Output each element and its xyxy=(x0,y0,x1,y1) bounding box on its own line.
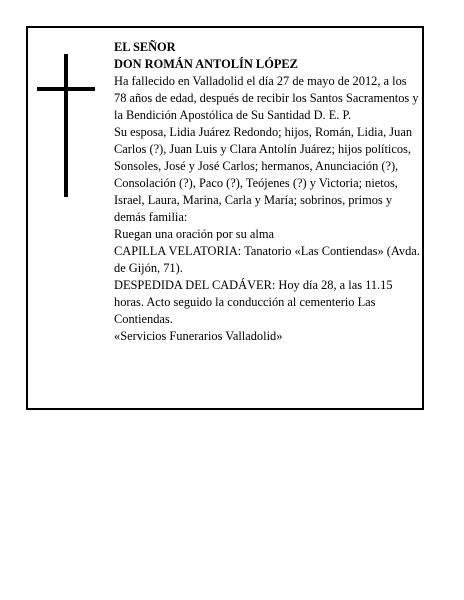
cross-horizontal-bar xyxy=(37,87,95,91)
latin-cross-icon xyxy=(37,54,95,197)
funeral-home-name: «Servicios Funerarios Valladolid» xyxy=(114,329,283,343)
wake-chapel-info: CAPILLA VELATORIA: Tanatorio «Las Contiendas» (Avda. de Gijón, 71). xyxy=(114,244,420,275)
funeral-farewell-info: DESPEDIDA DEL CADÁVER: Hoy día 28, a las 11.15 horas. Acto seguido la conducción al cementerio Las Contiendas. xyxy=(114,278,393,326)
heading-title: EL SEÑOR xyxy=(114,40,176,54)
cross-vertical-bar xyxy=(64,54,68,197)
family-list: Su esposa, Lidia Juárez Redondo; hijos, Román, Lidia, Juan Carlos (?), Juan Luis y Clara Antolín Juárez; hijos políticos, Sonsoles, José y José Carlos; hermanos, Anunciación (?), Consolación (?), Paco (?), Teójenes (?) y Victoria; nietos, Israel, Laura, Marina, Carla y María; sobrinos, primos y demás familia: xyxy=(114,125,413,224)
prayer-request: Ruegan una oración por su alma xyxy=(114,227,274,241)
deceased-name: DON ROMÁN ANTOLÍN LÓPEZ xyxy=(114,57,298,71)
death-announcement: Ha fallecido en Valladolid el día 27 de mayo de 2012, a los 78 años de edad, después de recibir los Santos Sacramentos y la Bendición Apostólica de Su Santidad D. E. P. xyxy=(114,74,419,122)
obituary-text xyxy=(114,39,420,345)
